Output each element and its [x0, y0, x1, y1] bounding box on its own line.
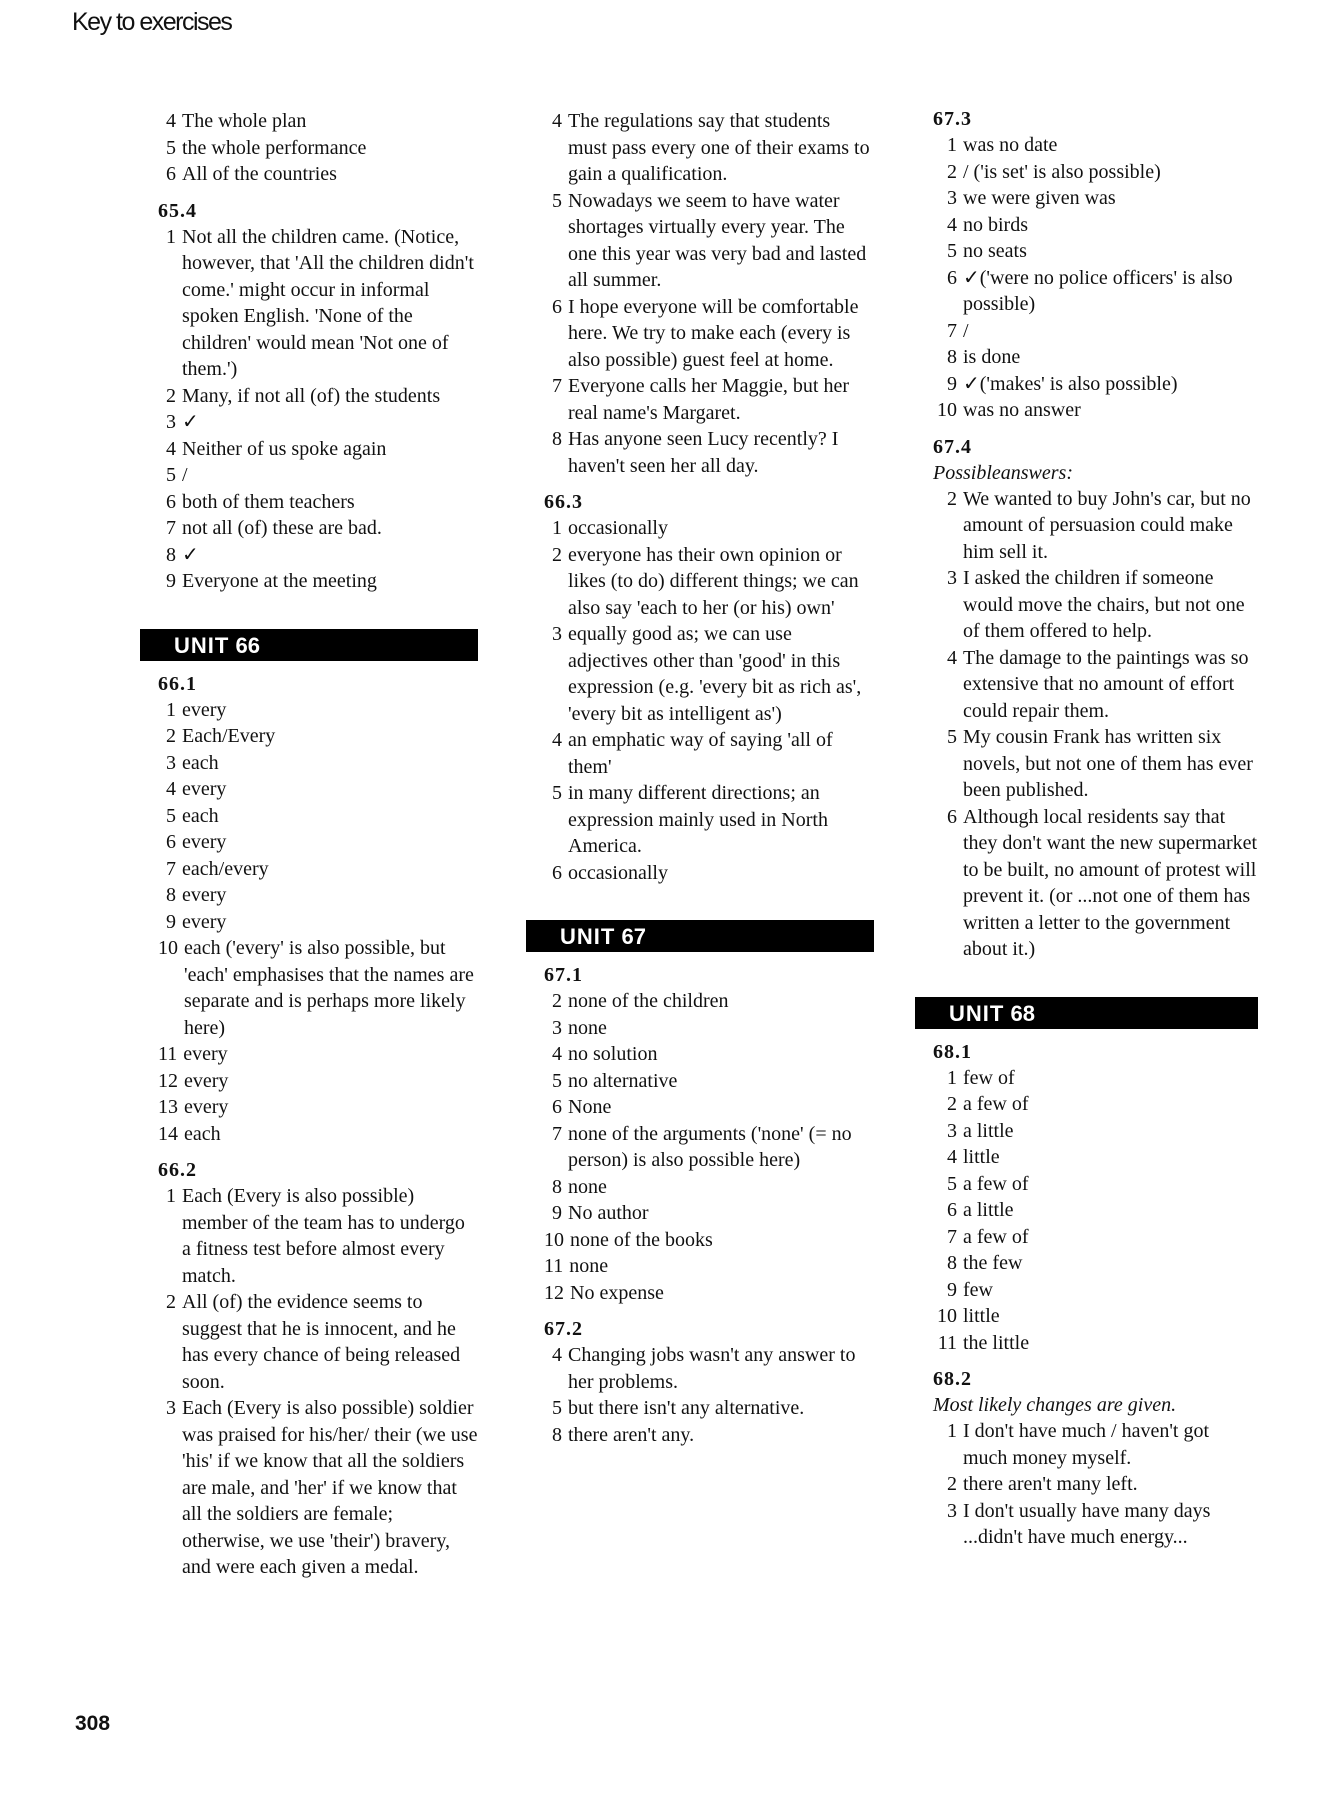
answer-item — [933, 1224, 1258, 1251]
answer-item — [933, 565, 1258, 645]
answer-item — [158, 723, 478, 750]
answer-item — [158, 542, 478, 569]
answer-number: 7 — [947, 319, 957, 342]
answer-text: we were given was — [963, 187, 1116, 209]
answer-text: little — [963, 1146, 1000, 1168]
answer-item — [544, 1041, 874, 1068]
answer-item — [544, 860, 874, 887]
answer-number: 2 — [947, 487, 957, 510]
answer-item — [544, 294, 874, 374]
section-heading: 66.1 — [158, 672, 197, 695]
section-heading: 68.1 — [933, 1040, 972, 1063]
answer-number: 1 — [166, 225, 176, 248]
answer-item — [158, 515, 478, 542]
answer-item — [933, 804, 1258, 963]
section-heading: 66.3 — [544, 491, 583, 513]
answer-item — [933, 344, 1258, 371]
answer-number: 5 — [552, 1069, 562, 1092]
answer-text: None — [568, 1096, 612, 1118]
answer-item — [544, 1094, 874, 1121]
answer-text: no seats — [963, 240, 1027, 262]
answer-text: No expense — [570, 1281, 664, 1304]
answer-number: 5 — [947, 240, 957, 262]
answer-number: 10 — [937, 1305, 957, 1327]
answer-number: 7 — [166, 517, 176, 539]
answer-number: 11 — [544, 1255, 564, 1277]
answer-list — [158, 697, 478, 1148]
answer-number: 5 — [166, 464, 176, 486]
answer-item — [158, 803, 478, 830]
answer-item — [158, 882, 478, 909]
answer-text: Each (Every is also possible) member of the team has to undergo a fitness test before almost every match. — [182, 1185, 465, 1287]
answer-number: 1 — [947, 1066, 957, 1089]
answer-number: 2 — [552, 990, 562, 1012]
answer-text: there aren't many left. — [963, 1473, 1138, 1495]
answer-list — [158, 108, 478, 188]
answer-number: 12 — [158, 1069, 178, 1092]
answer-text: a few of — [963, 1225, 1029, 1248]
answer-text: each/every — [182, 857, 269, 880]
answer-item — [158, 436, 478, 463]
answer-text: but there isn't any alternative. — [568, 1397, 805, 1419]
answer-item — [544, 1342, 874, 1395]
answer-number: 8 — [166, 884, 176, 906]
answer-item — [158, 1041, 478, 1068]
unit-header-bar — [526, 920, 874, 952]
answer-item — [158, 161, 478, 188]
answer-text: Has anyone seen Lucy recently? I haven't seen her all day. — [568, 428, 839, 477]
answer-text: I don't have much / haven't got much money myself. — [963, 1420, 1210, 1469]
answer-number: 4 — [947, 213, 957, 236]
answer-list — [158, 224, 478, 595]
answer-number: 9 — [166, 910, 176, 933]
answer-text: in many different directions; an expression mainly used in North America. — [568, 782, 828, 857]
answer-number: 3 — [947, 567, 957, 589]
answer-number: 6 — [166, 163, 176, 185]
answer-number: 3 — [166, 751, 176, 774]
answer-item — [158, 935, 478, 1041]
answer-item — [158, 224, 478, 383]
answer-text: none of the arguments ('none' (= no person) is also possible here) — [568, 1122, 852, 1171]
answer-number: 4 — [947, 646, 957, 669]
answer-number: 6 — [552, 295, 562, 318]
answer-item — [544, 1015, 874, 1042]
unit-label: UNIT — [174, 632, 230, 658]
answer-item — [933, 1418, 1258, 1471]
answer-text: each — [184, 1122, 221, 1145]
answer-number: 2 — [947, 1093, 957, 1115]
page-number: 308 — [75, 1712, 111, 1735]
answer-text: Many, if not all (of) the students — [182, 384, 441, 407]
answer-text: I hope everyone will be comfortable here. We try to make each (every is also possible) guest feel at home. — [568, 295, 859, 371]
answer-list — [544, 108, 874, 479]
answer-text: a few of — [963, 1093, 1029, 1115]
answer-number: 5 — [166, 136, 176, 159]
answer-list — [933, 1065, 1258, 1357]
answer-number: 7 — [947, 1225, 957, 1248]
answer-item — [544, 1174, 874, 1201]
section-heading: 67.1 — [544, 964, 583, 986]
answer-item — [933, 1330, 1258, 1357]
answer-number: 5 — [947, 726, 957, 748]
answer-text: each — [182, 804, 219, 827]
answer-text: All of the countries — [182, 163, 337, 185]
answer-text: was no answer — [963, 399, 1081, 421]
answer-item — [933, 1065, 1258, 1092]
answer-text: not all (of) these are bad. — [182, 517, 382, 539]
answer-item — [933, 185, 1258, 212]
answer-number: 1 — [947, 1420, 957, 1442]
answer-item — [158, 829, 478, 856]
answer-item — [158, 750, 478, 777]
answer-item — [544, 1253, 874, 1280]
answer-number: 3 — [166, 411, 176, 433]
answer-text: every — [182, 884, 227, 906]
answer-item — [158, 462, 478, 489]
answer-text: none — [568, 1175, 607, 1198]
answer-item — [158, 1094, 478, 1121]
answer-item — [933, 1250, 1258, 1277]
answer-number: 3 — [947, 187, 957, 209]
answer-text: Everyone calls her Maggie, but her real name's Margaret. — [568, 375, 850, 424]
answer-text: none — [568, 1016, 607, 1039]
answer-number: 8 — [166, 543, 176, 566]
answer-text: every — [182, 910, 227, 933]
column-1 — [158, 108, 478, 1581]
answer-number: 7 — [166, 857, 176, 880]
answer-number: 4 — [552, 1043, 562, 1065]
answer-number: 14 — [158, 1122, 178, 1145]
answer-number: 8 — [552, 1175, 562, 1198]
answer-number: 11 — [937, 1331, 957, 1354]
answer-item — [933, 1277, 1258, 1304]
answer-item — [933, 1471, 1258, 1498]
answer-text: The whole plan — [182, 110, 307, 132]
answer-number: 6 — [552, 861, 562, 884]
answer-number: 4 — [166, 778, 176, 800]
answer-text: All (of) the evidence seems to suggest that he is innocent, and he has every chance of being released soon. — [182, 1291, 461, 1393]
answer-text: no birds — [963, 213, 1028, 236]
answer-text: occasionally — [568, 517, 668, 539]
answer-text: ✓('makes' is also possible) — [963, 372, 1178, 395]
answer-text: ✓('were no police officers' is also possible) — [963, 266, 1233, 315]
answer-list — [544, 1342, 874, 1448]
answer-number: 1 — [166, 1185, 176, 1207]
section-heading: 68.2 — [933, 1368, 972, 1390]
answer-item — [544, 188, 874, 294]
answer-number: 4 — [552, 1344, 562, 1366]
answer-text: occasionally — [568, 861, 668, 884]
answer-text: both of them teachers — [182, 490, 355, 513]
answer-number: 1 — [947, 134, 957, 156]
answer-text: / ('is set' is also possible) — [963, 160, 1161, 183]
answer-item — [933, 1303, 1258, 1330]
answer-item — [158, 909, 478, 936]
answer-text: an emphatic way of saying 'all of them' — [568, 729, 833, 778]
answer-item — [158, 856, 478, 883]
answer-number: 9 — [947, 372, 957, 395]
answer-text: few — [963, 1278, 993, 1301]
answer-text: The regulations say that students must pass every one of their exams to gain a qualification. — [568, 110, 870, 185]
answer-text: a few of — [963, 1172, 1029, 1195]
answer-item — [933, 645, 1258, 725]
answer-item — [933, 1498, 1258, 1551]
answer-number: 8 — [947, 1252, 957, 1274]
answer-item — [544, 780, 874, 860]
answer-item — [933, 238, 1258, 265]
answer-item — [933, 371, 1258, 398]
answer-number: 3 — [552, 623, 562, 645]
answer-text: the little — [963, 1331, 1030, 1354]
answer-text: No author — [568, 1202, 649, 1224]
answer-item — [544, 108, 874, 188]
answer-text: no alternative — [568, 1069, 678, 1092]
answer-text: the whole performance — [182, 136, 367, 159]
unit-label: UNIT — [560, 924, 616, 949]
answer-text: each ('every' is also possible, but 'each' emphasises that the names are separate and is perhaps more likely here) — [184, 937, 474, 1039]
column-2 — [544, 108, 874, 1448]
unit-header-bar — [140, 629, 478, 661]
answer-number: 9 — [166, 570, 176, 592]
answer-item — [933, 1091, 1258, 1118]
answer-item — [544, 988, 874, 1015]
answer-item — [158, 776, 478, 803]
answer-item — [933, 724, 1258, 804]
answer-number: 5 — [552, 782, 562, 804]
answer-text: every — [184, 1096, 229, 1118]
answer-text: each — [182, 751, 219, 774]
answer-number: 4 — [552, 110, 562, 132]
answer-item — [158, 1183, 478, 1289]
answer-number: 8 — [947, 346, 957, 368]
answer-number: 2 — [166, 384, 176, 407]
answer-item — [544, 515, 874, 542]
answer-number: 3 — [552, 1016, 562, 1039]
answer-number: 6 — [166, 831, 176, 853]
answer-list — [933, 486, 1258, 963]
answer-text: I don't usually have many days ...didn't have much energy... — [963, 1499, 1211, 1548]
answer-text: ✓ — [182, 411, 199, 433]
answer-item — [158, 409, 478, 436]
answer-item — [933, 318, 1258, 345]
answer-number: 9 — [552, 1202, 562, 1224]
answer-number: 10 — [544, 1228, 564, 1251]
answer-number: 4 — [166, 110, 176, 132]
answer-number: 3 — [947, 1499, 957, 1522]
answer-list — [544, 988, 874, 1306]
answer-text: a little — [963, 1199, 1014, 1221]
answer-item — [544, 542, 874, 622]
answer-text: The damage to the paintings was so extensive that no amount of effort could repair them. — [963, 646, 1249, 722]
section-note: Most likely changes are given. — [933, 1394, 1177, 1416]
answer-number: 10 — [158, 937, 178, 959]
answer-text: there aren't any. — [568, 1423, 695, 1446]
answer-list — [933, 132, 1258, 424]
answer-number: 7 — [552, 1122, 562, 1145]
answer-text: a little — [963, 1119, 1014, 1142]
answer-text: little — [963, 1305, 1000, 1327]
answer-item — [158, 1395, 478, 1581]
answer-item — [544, 727, 874, 780]
section-heading: 66.2 — [158, 1159, 197, 1181]
answer-number: 13 — [158, 1096, 178, 1118]
answer-number: 6 — [947, 805, 957, 828]
answer-text: / — [182, 464, 188, 486]
answer-item — [933, 1171, 1258, 1198]
answer-list — [158, 1183, 478, 1581]
answer-item — [933, 1118, 1258, 1145]
answer-text: equally good as; we can use adjectives other than 'good' in this expression (e.g. 'every bit as rich as', 'every bit as intelligent as') — [568, 623, 862, 725]
answer-item — [933, 1197, 1258, 1224]
section-heading: 67.3 — [933, 108, 972, 130]
answer-number: 4 — [166, 437, 176, 460]
answer-number: 2 — [947, 160, 957, 183]
answer-number: 3 — [947, 1119, 957, 1142]
answer-number: 10 — [937, 399, 957, 421]
answer-number: 6 — [166, 490, 176, 513]
answer-list — [933, 1418, 1258, 1551]
section-note: Possibleanswers: — [933, 461, 1073, 484]
section-heading: 67.4 — [933, 435, 972, 458]
answer-item — [933, 132, 1258, 159]
answer-item — [544, 1200, 874, 1227]
answer-item — [544, 1395, 874, 1422]
answer-number: 4 — [552, 729, 562, 751]
answer-item — [933, 265, 1258, 318]
answer-number: 6 — [552, 1096, 562, 1118]
answer-text: Each/Every — [182, 725, 276, 747]
answer-text: none of the children — [568, 990, 729, 1012]
answer-text: is done — [963, 346, 1021, 368]
answer-list — [544, 515, 874, 886]
answer-item — [933, 212, 1258, 239]
answer-text: was no date — [963, 134, 1058, 156]
answer-number: 2 — [947, 1473, 957, 1495]
answer-item — [158, 135, 478, 162]
unit-label: UNIT — [949, 1000, 1005, 1026]
answer-text: Nowadays we seem to have water shortages virtually every year. The one this year was very bad and lasted all summer. — [568, 189, 867, 291]
answer-item — [544, 621, 874, 727]
answer-item — [544, 1121, 874, 1174]
answer-text: I asked the children if someone would move the chairs, but not one of them offered to help. — [963, 567, 1245, 642]
answer-item — [933, 159, 1258, 186]
answer-text: every — [182, 778, 227, 800]
answer-text: the few — [963, 1252, 1023, 1274]
answer-number: 8 — [552, 1423, 562, 1446]
answer-item — [544, 1227, 874, 1254]
answer-text: My cousin Frank has written six novels, but not one of them has ever been published. — [963, 726, 1253, 801]
answer-number: 2 — [166, 1291, 176, 1313]
unit-header-bar — [915, 997, 1258, 1029]
answer-item — [158, 108, 478, 135]
answer-number: 12 — [544, 1281, 564, 1304]
answer-number: 5 — [552, 189, 562, 212]
answer-number: 2 — [552, 543, 562, 566]
answer-text: everyone has their own opinion or likes (to do) different things; we can also say 'each to her (or his) own' — [568, 543, 859, 619]
section-heading: 65.4 — [158, 199, 197, 222]
answer-number: 6 — [947, 1199, 957, 1221]
answer-item — [544, 1422, 874, 1449]
answer-text: Each (Every is also possible) soldier was praised for his/her/ their (we use 'his' if we know that all the soldiers are male, and 'her' if we know that all the soldiers are female; otherwise, we use 'their') bravery, and were each given a medal. — [182, 1397, 478, 1578]
answer-item — [544, 426, 874, 479]
answer-number: 9 — [947, 1278, 957, 1301]
answer-item — [158, 383, 478, 410]
answer-number: 7 — [552, 375, 562, 397]
answer-text: every — [182, 698, 227, 721]
unit-number: 68 — [1010, 1000, 1035, 1026]
answer-text: no solution — [568, 1043, 658, 1065]
answer-item — [158, 697, 478, 724]
answer-item — [933, 397, 1258, 424]
answer-item — [158, 1121, 478, 1148]
answer-text: none — [569, 1255, 609, 1277]
answer-item — [933, 486, 1258, 566]
answer-text: every — [184, 1069, 229, 1092]
answer-item — [544, 373, 874, 426]
answer-text: Not all the children came. (Notice, however, that 'All the children didn't come.' might occur in informal spoken English. 'None of the children' would mean 'Not one of them.') — [182, 225, 474, 380]
column-3 — [933, 106, 1258, 1551]
unit-number: 66 — [235, 632, 260, 658]
answer-item — [158, 1289, 478, 1395]
answer-text: none of the books — [570, 1228, 713, 1251]
answer-text: Neither of us spoke again — [182, 437, 387, 460]
answer-number: 11 — [158, 1043, 178, 1065]
unit-number: 67 — [621, 924, 646, 949]
answer-item — [544, 1280, 874, 1307]
answer-number: 1 — [166, 698, 176, 721]
answer-number: 1 — [552, 517, 562, 539]
answer-text: few of — [963, 1066, 1015, 1089]
answer-item — [158, 1068, 478, 1095]
answer-item — [933, 1144, 1258, 1171]
answer-item — [158, 568, 478, 595]
answer-number: 6 — [947, 266, 957, 289]
answer-text: ✓ — [182, 543, 199, 566]
answer-text: Although local residents say that they don't want the new supermarket to be built, no amount of protest will prevent it. (or ...not one of them has written a letter to the government about it.) — [963, 805, 1258, 960]
answer-text: every — [183, 1043, 228, 1065]
answer-number: 3 — [166, 1397, 176, 1419]
answer-text: Everyone at the meeting — [182, 570, 377, 592]
answer-text: / — [963, 319, 969, 342]
answer-text: Changing jobs wasn't any answer to her problems. — [568, 1344, 856, 1393]
answer-item — [158, 489, 478, 516]
answer-text: We wanted to buy John's car, but no amount of persuasion could make him sell it. — [963, 487, 1251, 563]
answer-item — [544, 1068, 874, 1095]
answer-number: 4 — [947, 1146, 957, 1168]
answer-number: 8 — [552, 428, 562, 450]
page-header: Key to exercises — [72, 8, 232, 36]
section-heading: 67.2 — [544, 1318, 583, 1340]
answer-number: 5 — [166, 804, 176, 827]
answer-number: 5 — [947, 1172, 957, 1195]
answer-number: 5 — [552, 1397, 562, 1419]
answer-text: every — [182, 831, 227, 853]
answer-number: 2 — [166, 725, 176, 747]
